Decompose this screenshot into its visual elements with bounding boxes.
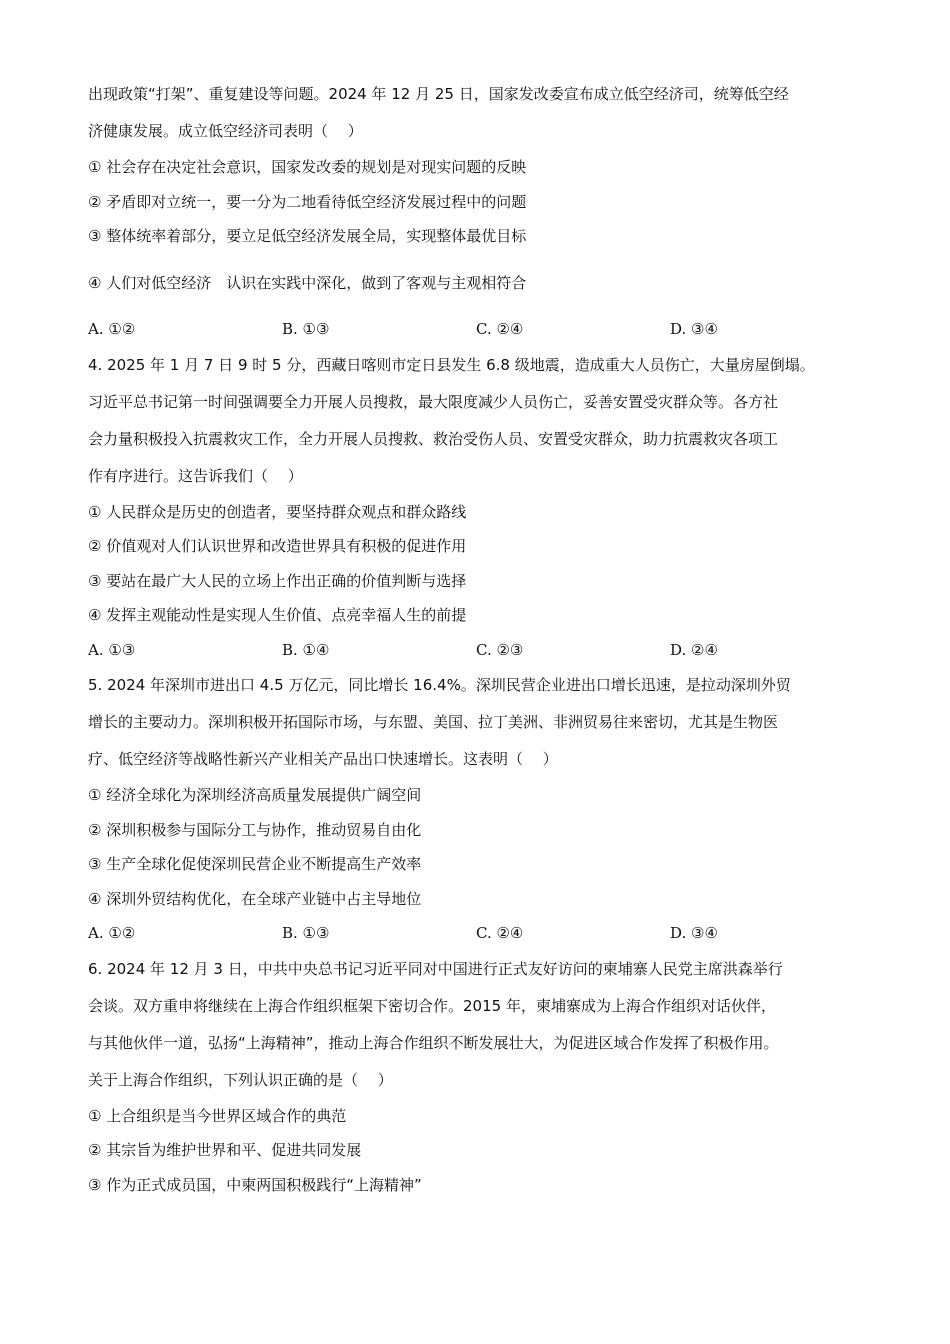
question-stem-line: 关于上海合作组织，下列认识正确的是（ ） [88, 1070, 393, 1089]
answer-options [88, 312, 868, 347]
statement-item: ① 社会存在决定社会意识，国家发改委的规划是对现实问题的反映 [88, 158, 527, 176]
statement-item: ④ 深圳外贸结构优化，在全球产业链中占主导地位 [88, 889, 422, 908]
question-stem-line: 济健康发展。成立低空经济司表明（ ） [88, 122, 363, 140]
statement-item: ④ 人们对低空经济 认识在实践中深化，做到了客观与主观相符合 [88, 273, 527, 292]
statement-item: ② 价值观对人们认识世界和改造世界具有积极的促进作用 [88, 537, 467, 555]
option-d: D. ③④ [670, 924, 718, 942]
option-c: C. ②④ [476, 924, 524, 942]
question-stem-line: 增长的主要动力。深圳积极开拓国际市场，与东盟、美国、拉丁美洲、非洲贸易往来密切，尤其是生物医 [88, 713, 779, 731]
option-d: D. ②④ [670, 640, 718, 659]
answer-options [88, 633, 868, 668]
question-stem-line: 作有序进行。这告诉我们（ ） [88, 466, 303, 485]
option-b: B. ①④ [282, 640, 330, 659]
question-stem-line: 6. 2024 年 12 月 3 日，中共中央总书记习近平同对中国进行正式友好访问的柬埔寨人民党主席洪森举行 [88, 959, 783, 978]
question-stem-line: 出现政策“打架”、重复建设等问题。2024 年 12 月 25 日，国家发改委宣布成立低空经济司，统筹低空经 [88, 85, 789, 103]
option-a: A. ①② [88, 924, 136, 942]
question-6 [88, 951, 868, 1203]
question-stem-line: 会力量积极投入抗震救灾工作，全力开展人员搜救、救治受伤人员、安置受灾群众，助力抗震救灾各项工 [88, 429, 779, 448]
question-3 [88, 76, 868, 347]
statement-item: ③ 整体统率着部分，要立足低空经济发展全局，实现整体最优目标 [88, 227, 527, 245]
option-c: C. ②④ [476, 320, 524, 338]
question-stem-line: 疗、低空经济等战略性新兴产业相关产品出口快速增长。这表明（ ） [88, 750, 558, 768]
statement-item: ③ 要站在最广大人民的立场上作出正确的价值判断与选择 [88, 571, 467, 590]
question-stem-line: 4. 2025 年 1 月 7 日 9 时 5 分，西藏日喀则市定日县发生 6.8 级地震，造成重大人员伤亡，大量房屋倒塌。 [88, 355, 815, 374]
exam-page [88, 76, 868, 1202]
statement-item: ② 其宗旨为维护世界和平、促进共同发展 [88, 1141, 362, 1159]
answer-options [88, 916, 868, 951]
statement-item: ② 深圳积极参与国际分工与协作，推动贸易自由化 [88, 820, 422, 839]
statement-item: ① 上合组织是当今世界区域合作的典范 [88, 1106, 347, 1125]
option-d: D. ③④ [670, 320, 718, 338]
option-b: B. ①③ [282, 320, 330, 338]
option-a: A. ①② [88, 320, 136, 338]
question-5 [88, 667, 868, 951]
question-stem-line: 5. 2024 年深圳市进出口 4.5 万亿元，同比增长 16.4%。深圳民营企业进出口增长迅速，是拉动深圳外贸 [88, 676, 791, 694]
statement-item: ③ 生产全球化促使深圳民营企业不断提高生产效率 [88, 855, 422, 873]
option-c: C. ②③ [476, 640, 524, 659]
question-stem-line: 习近平总书记第一时间强调要全力开展人员搜救，最大限度减少人员伤亡，妥善安置受灾群众等。各方社 [88, 392, 779, 411]
option-b: B. ①③ [282, 924, 330, 942]
statement-item: ① 经济全球化为深圳经济高质量发展提供广阔空间 [88, 786, 422, 804]
option-a: A. ①③ [88, 640, 136, 659]
statement-item: ② 矛盾即对立统一，要一分为二地看待低空经济发展过程中的问题 [88, 192, 527, 211]
statement-item: ④ 发挥主观能动性是实现人生价值、点亮幸福人生的前提 [88, 606, 467, 624]
statement-item: ① 人民群众是历史的创造者，要坚持群众观点和群众路线 [88, 502, 467, 521]
question-stem-line: 与其他伙伴一道，弘扬“上海精神”，推动上海合作组织不断发展壮大，为促进区域合作发挥了积极作用。 [88, 1033, 779, 1052]
question-stem-line: 会谈。双方重申将继续在上海合作组织框架下密切合作。2015 年，柬埔寨成为上海合作组织对话伙伴， [88, 996, 776, 1015]
question-4 [88, 347, 868, 668]
statement-item: ③ 作为正式成员国，中柬两国积极践行“上海精神” [88, 1175, 422, 1194]
